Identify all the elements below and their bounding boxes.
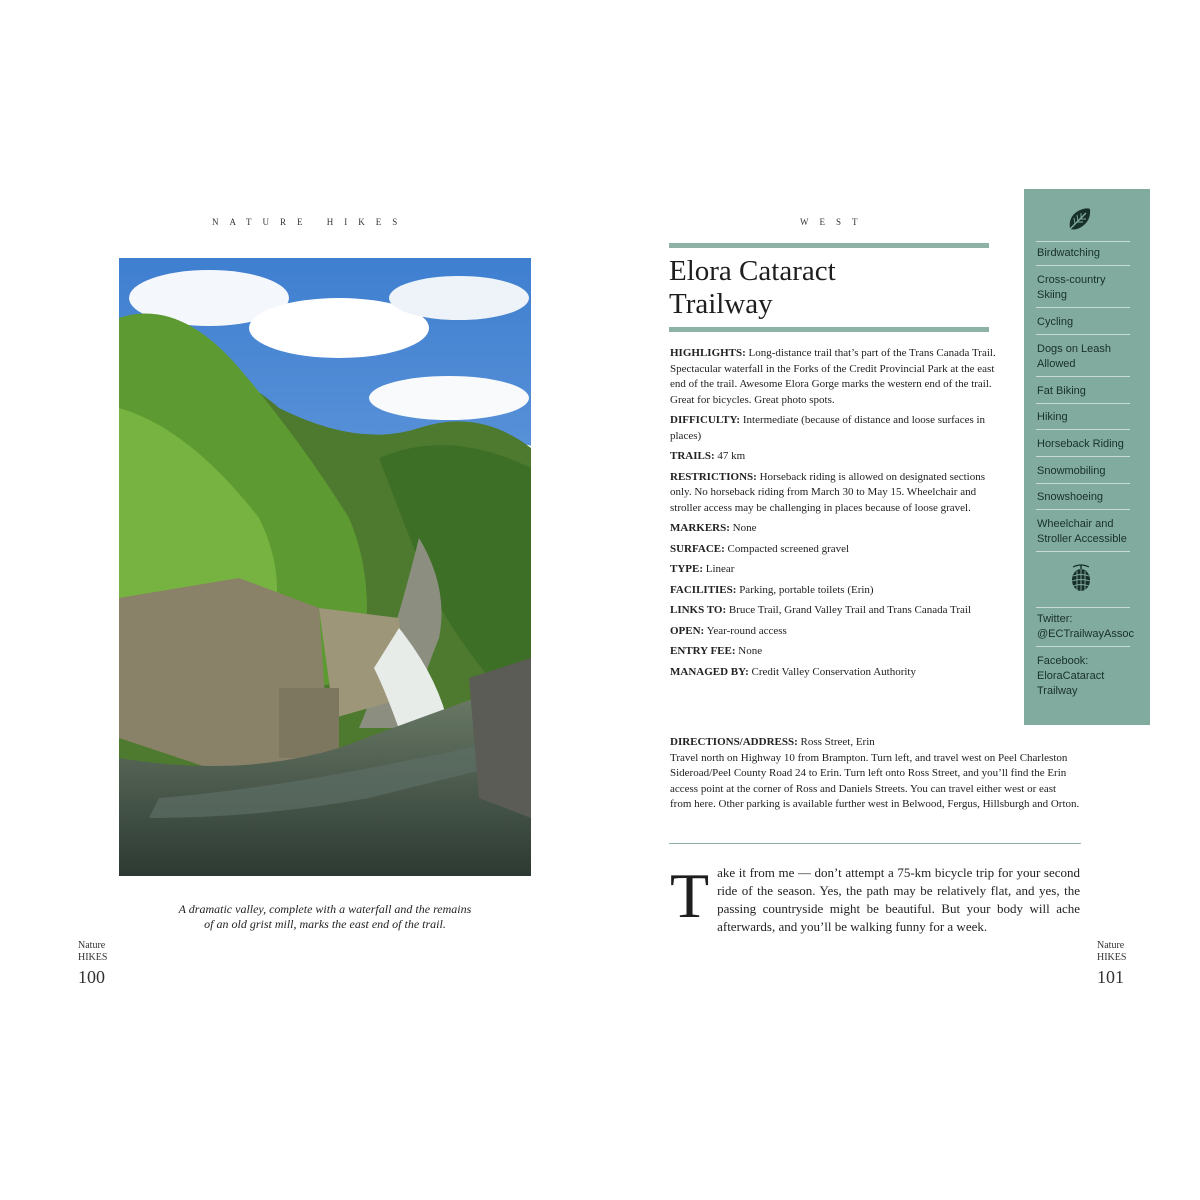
sidebar-divider (1036, 265, 1130, 266)
left-running-head: NATURE HIKES (212, 217, 409, 227)
activity-snowshoeing: Snowshoeing (1037, 491, 1104, 503)
info-label: MARKERS: (670, 522, 730, 534)
info-item (670, 644, 998, 660)
info-item (670, 346, 998, 408)
twitter-label: Twitter: (1037, 613, 1073, 625)
activity-dogs-on-leash: Dogs on Leash Allowed (1037, 343, 1111, 370)
info-value: None (738, 645, 763, 657)
waterfall-photo (119, 258, 531, 876)
page-title (669, 255, 999, 321)
info-label: FACILITIES: (670, 583, 737, 596)
caption-line-1: A dramatic valley, complete with a waterfall and the remains (178, 902, 472, 916)
info-label: HIGHLIGHTS: (670, 347, 746, 359)
directions-label: DIRECTIONS/ADDRESS: (670, 736, 798, 748)
folio-series-line-2: HIKES (1097, 952, 1127, 963)
activity-wheelchair-stroller: Wheelchair and Stroller Accessible (1037, 518, 1127, 545)
info-item (670, 624, 998, 640)
info-label: RESTRICTIONS: (670, 470, 757, 483)
sidebar-divider (1036, 376, 1130, 377)
activity-fat-biking: Fat Biking (1037, 385, 1086, 397)
sidebar-divider (1036, 607, 1130, 608)
section-divider (669, 843, 1081, 844)
title-line-1: Elora Cataract (669, 255, 836, 287)
directions-block (670, 735, 1080, 813)
sidebar-divider (1036, 429, 1130, 430)
facebook-label: Facebook: (1037, 655, 1089, 667)
folio-series-line-1: Nature (78, 940, 106, 951)
right-running-head: WEST (800, 217, 869, 227)
info-item (670, 603, 998, 619)
info-value: Linear (705, 563, 735, 575)
info-item (670, 542, 998, 558)
facebook-handle-line-1: EloraCataract (1037, 670, 1105, 682)
sidebar-divider (1036, 241, 1130, 242)
title-bottom-rule (669, 327, 989, 332)
info-value: Parking, portable toilets (Erin) (739, 583, 874, 596)
info-item (670, 413, 998, 444)
caption-line-2: of an old grist mill, marks the east end of the trail. (204, 917, 446, 931)
directions-text: Travel north on Highway 10 from Brampton. Turn left, and travel west on Peel Charleston Sideroad/Peel County Road 24 to Erin. Turn left onto Ross Street, and you’ll find the Erin access point at the corner of Ross and Daniels Streets. You can travel either west or east from here. Other parking is available further west in Belwood, Fergus, Hillsburgh and Orton. (670, 751, 1080, 810)
right-page-number: 101 (1097, 967, 1124, 987)
facebook-handle-line-2: Trailway (1037, 685, 1078, 697)
info-value: 47 km (717, 450, 746, 462)
directions-address: Ross Street, Erin (800, 736, 875, 748)
body-paragraph (670, 860, 1080, 936)
info-value: Compacted screened gravel (727, 542, 850, 555)
title-line-2: Trailway (669, 288, 773, 320)
info-value: Long-distance trail that’s part of the Trans Canada Trail. Spectacular waterfall in the Forks of the Credit Provincial Park at the east end of the trail. Awesome Elora Gorge marks the western end of the trail. Great for bicycles. Great photo spots. (670, 347, 996, 406)
info-value: Credit Valley Conservation Authority (751, 665, 916, 678)
info-label: TYPE: (670, 563, 703, 575)
info-item (670, 449, 998, 465)
drop-cap: T (670, 860, 710, 931)
leaf-icon (1066, 207, 1092, 233)
sidebar-divider (1036, 456, 1130, 457)
sidebar-divider (1036, 334, 1130, 335)
twitter-handle: @ECTrailwayAssoc (1037, 628, 1134, 640)
sidebar-divider (1036, 509, 1130, 510)
pinecone-icon (1067, 563, 1095, 593)
info-label: ENTRY FEE: (670, 645, 736, 657)
activity-horseback-riding: Horseback Riding (1037, 438, 1124, 450)
facebook-info (1037, 654, 1131, 699)
right-folio (1097, 940, 1126, 988)
folio-series-line-2: HIKES (78, 952, 108, 963)
activities-sidebar (1024, 189, 1150, 725)
body-text: ake it from me — don’t attempt a 75-km bicycle trip for your second ride of the season. Yes, the path may be relatively flat, and yes, the passing countryside might be beautiful. But your body will ache afterwards, and you’ll be walking funny for a week. (717, 865, 1080, 934)
photo-caption (150, 902, 500, 932)
info-item (670, 583, 998, 599)
directions-heading (670, 735, 1080, 751)
folio-series-line-1: Nature (1097, 940, 1125, 951)
info-item (670, 521, 998, 537)
info-value: Intermediate (because of distance and loose surfaces in places) (670, 414, 986, 442)
twitter-info (1037, 612, 1134, 642)
sidebar-divider (1036, 646, 1130, 647)
trail-info-list (670, 346, 998, 685)
info-label: OPEN: (670, 624, 705, 637)
info-item (670, 470, 998, 517)
info-value: Bruce Trail, Grand Valley Trail and Trans Canada Trail (728, 604, 972, 616)
info-value: None (732, 522, 757, 534)
left-folio (78, 940, 107, 988)
info-label: SURFACE: (670, 542, 725, 555)
info-item (670, 562, 998, 578)
info-label: LINKS TO: (670, 604, 727, 616)
activity-hiking: Hiking (1037, 411, 1068, 423)
info-label: DIFFICULTY: (670, 414, 741, 426)
info-label: MANAGED BY: (670, 665, 749, 678)
info-item (670, 665, 998, 681)
title-top-rule (669, 243, 989, 248)
sidebar-divider (1036, 403, 1130, 404)
left-page-number: 100 (78, 967, 105, 987)
activity-cycling: Cycling (1037, 316, 1074, 328)
sidebar-divider (1036, 483, 1130, 484)
activity-birdwatching: Birdwatching (1037, 247, 1100, 259)
info-value: Horseback riding is allowed on designated sections only. No horseback riding from March 30 to May 15. Wheelchair and stroller access may be challenging in places because of loose gravel. (670, 470, 986, 514)
sidebar-divider (1036, 307, 1130, 308)
activity-cross-country-skiing: Cross-country Skiing (1037, 274, 1106, 301)
info-label: TRAILS: (670, 450, 715, 462)
info-value: Year-round access (706, 624, 787, 637)
sidebar-divider (1036, 551, 1130, 552)
activity-snowmobiling: Snowmobiling (1037, 465, 1106, 477)
